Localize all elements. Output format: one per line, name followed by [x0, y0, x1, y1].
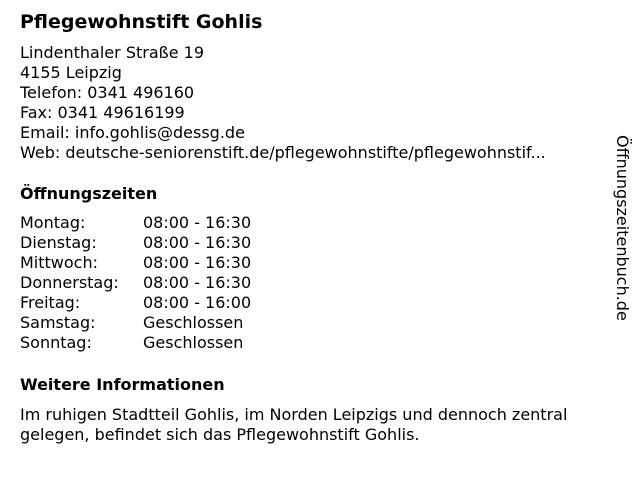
city: 4155 Leipzig	[20, 63, 122, 82]
day-label: Mittwoch:	[20, 253, 98, 272]
day-label: Donnerstag:	[20, 273, 119, 292]
time-value: Geschlossen	[143, 333, 244, 352]
day-label: Freitag:	[20, 293, 81, 312]
opening-hours-table	[20, 213, 251, 353]
day-label: Montag:	[20, 213, 86, 232]
time-value: Geschlossen	[143, 313, 244, 332]
fax-number: Fax: 0341 49616199	[20, 103, 185, 122]
more-info-text: Im ruhigen Stadtteil Gohlis, im Norden Leipzigs und dennoch zentral gelegen, befindet sich das Pflegewohnstift Gohlis.	[20, 405, 568, 444]
site-watermark: Öffnungszeitenbuch.de	[613, 135, 632, 321]
hours-row-saturday	[20, 313, 251, 333]
day-label: Samstag:	[20, 313, 96, 332]
address-block	[20, 43, 546, 163]
hours-row-sunday	[20, 333, 251, 353]
hours-row-tuesday	[20, 233, 251, 253]
more-info-heading: Weitere Informationen	[20, 375, 225, 394]
time-value: 08:00 - 16:00	[143, 293, 252, 312]
time-value: 08:00 - 16:30	[143, 253, 252, 272]
website: Web: deutsche-seniorenstift.de/pflegewohnstifte/pflegewohnstif...	[20, 143, 546, 162]
street-address: Lindenthaler Straße 19	[20, 43, 204, 62]
time-value: 08:00 - 16:30	[143, 213, 252, 232]
page-title: Pflegewohnstift Gohlis	[20, 11, 263, 33]
time-value: 08:00 - 16:30	[143, 233, 252, 252]
day-label: Sonntag:	[20, 333, 92, 352]
hours-row-friday	[20, 293, 251, 313]
hours-row-wednesday	[20, 253, 251, 273]
time-value: 08:00 - 16:30	[143, 273, 252, 292]
opening-hours-heading: Öffnungszeiten	[20, 184, 158, 203]
hours-row-thursday	[20, 273, 251, 293]
email-address: Email: info.gohlis@dessg.de	[20, 123, 245, 142]
phone-number: Telefon: 0341 496160	[20, 83, 195, 102]
day-label: Dienstag:	[20, 233, 97, 252]
hours-row-monday	[20, 213, 251, 233]
